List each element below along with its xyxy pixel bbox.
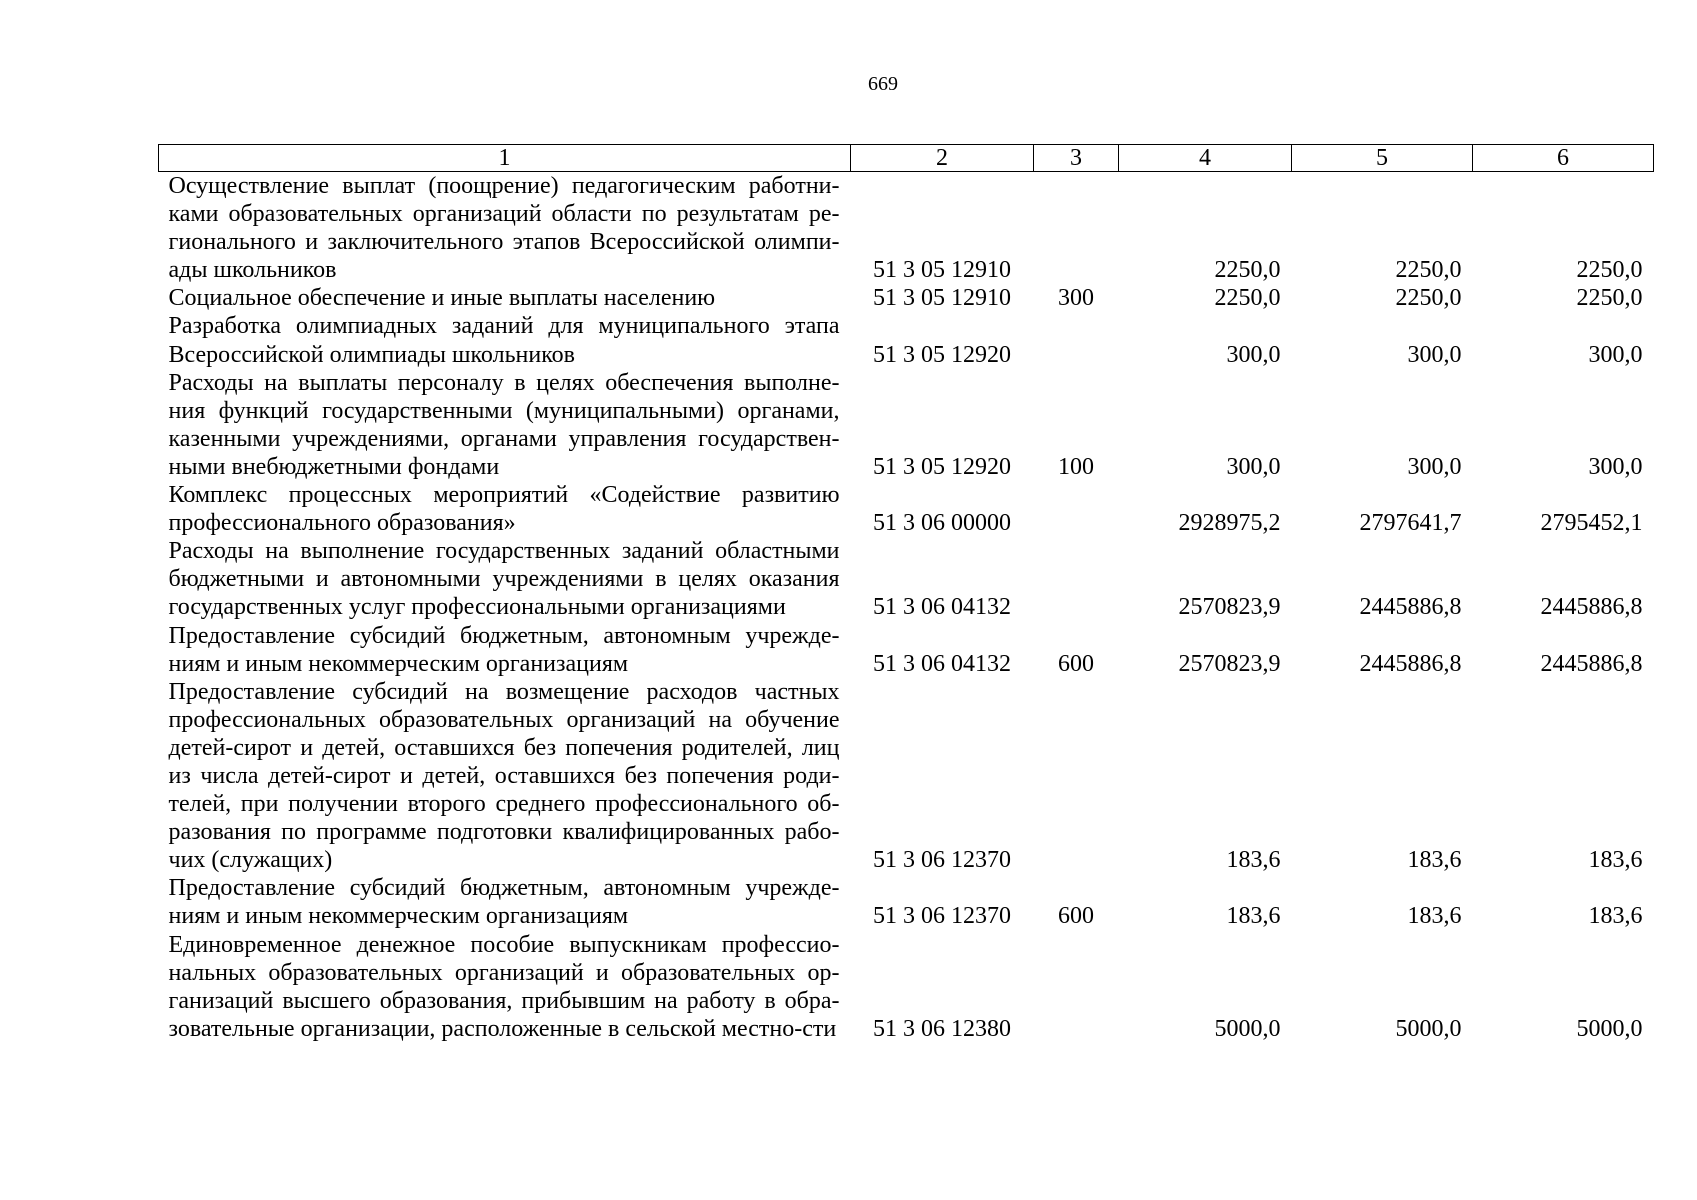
row-value-col6: 300,0 xyxy=(1588,453,1643,480)
header-col-5: 5 xyxy=(1292,145,1473,172)
row-type: 600 xyxy=(1058,650,1094,677)
table-row xyxy=(159,874,1654,930)
row-value-col5: 300,0 xyxy=(1407,341,1462,368)
table-row xyxy=(159,622,1654,678)
row-code: 51 3 06 04132 xyxy=(873,594,1011,621)
row-value-col5: 2797641,7 xyxy=(1359,510,1462,537)
row-type xyxy=(1034,931,1119,1043)
row-value-col6: 2445886,8 xyxy=(1540,650,1643,677)
table-row xyxy=(159,312,1654,368)
row-value-col5: 5000,0 xyxy=(1395,1015,1462,1042)
row-value-col4: 300,0 xyxy=(1226,341,1281,368)
budget-table xyxy=(158,144,1654,1043)
header-row xyxy=(159,145,1654,172)
table-row xyxy=(159,931,1654,1043)
table-header xyxy=(159,145,1654,172)
row-code: 51 3 05 12920 xyxy=(873,341,1011,368)
header-col-1: 1 xyxy=(159,145,851,172)
header-col-2: 2 xyxy=(851,145,1034,172)
row-type xyxy=(1034,481,1119,537)
table-row xyxy=(159,537,1654,621)
row-value-col5: 2445886,8 xyxy=(1359,650,1462,677)
row-value-col4: 183,6 xyxy=(1226,847,1281,874)
row-name: Комплекс процессных мероприятий «Содействие развитию профессионального образования» xyxy=(168,482,840,537)
row-name: Предоставление субсидий бюджетным, автономным учрежде-ниям и иным некоммерческим организациям xyxy=(168,875,840,930)
row-code: 51 3 06 00000 xyxy=(873,510,1011,537)
row-type: 600 xyxy=(1058,903,1094,930)
row-value-col4: 5000,0 xyxy=(1214,1015,1281,1042)
row-name: Предоставление субсидий бюджетным, автономным учрежде-ниям и иным некоммерческим организациям xyxy=(168,622,840,677)
row-code: 51 3 06 12370 xyxy=(873,847,1011,874)
row-value-col4: 2250,0 xyxy=(1214,257,1281,284)
row-value-col6: 183,6 xyxy=(1588,903,1643,930)
row-name: Осуществление выплат (поощрение) педагогическим работни-ками образовательных организаций области по результатам ре-гионального и заключительного этапов Всероссийской олимпи-ады школьников xyxy=(168,173,840,284)
row-name: Расходы на выполнение государственных заданий областными бюджетными и автономными учреждениями в целях оказания государственных услуг профессиональными организациями xyxy=(168,538,840,621)
table-row xyxy=(159,369,1654,481)
row-type: 100 xyxy=(1058,453,1094,480)
table-row xyxy=(159,481,1654,537)
row-code: 51 3 06 12380 xyxy=(873,1015,1011,1042)
row-value-col5: 183,6 xyxy=(1407,903,1462,930)
row-type xyxy=(1034,678,1119,875)
row-value-col6: 2445886,8 xyxy=(1540,594,1643,621)
row-name: Единовременное денежное пособие выпускникам профессио-нальных образовательных организаций и образовательных ор-ганизаций высшего образования, прибывшим на работу в обра-зовательные организации, расположенные в сельской местно-сти xyxy=(168,931,840,1042)
row-value-col6: 2795452,1 xyxy=(1540,510,1643,537)
header-col-3: 3 xyxy=(1034,145,1119,172)
row-value-col5: 2250,0 xyxy=(1395,285,1462,312)
row-code: 51 3 06 04132 xyxy=(873,650,1011,677)
table-body xyxy=(159,172,1654,1043)
row-value-col4: 2250,0 xyxy=(1214,285,1281,312)
row-value-col6: 2250,0 xyxy=(1576,257,1643,284)
row-type xyxy=(1034,312,1119,368)
row-type: 300 xyxy=(1058,285,1094,312)
table-row xyxy=(159,284,1654,312)
row-value-col5: 2445886,8 xyxy=(1359,594,1462,621)
row-value-col4: 183,6 xyxy=(1226,903,1281,930)
row-value-col6: 183,6 xyxy=(1588,847,1643,874)
row-value-col4: 2570823,9 xyxy=(1178,650,1281,677)
header-col-4: 4 xyxy=(1119,145,1292,172)
row-type xyxy=(1034,172,1119,285)
page-number: 669 xyxy=(868,73,898,95)
header-col-6: 6 xyxy=(1473,145,1654,172)
row-value-col4: 300,0 xyxy=(1226,453,1281,480)
row-name: Разработка олимпиадных заданий для муниципального этапа Всероссийской олимпиады школьников xyxy=(168,313,840,368)
table-row xyxy=(159,172,1654,285)
row-value-col6: 2250,0 xyxy=(1576,285,1643,312)
row-value-col5: 183,6 xyxy=(1407,847,1462,874)
row-code: 51 3 05 12910 xyxy=(873,285,1011,312)
row-name: Предоставление субсидий на возмещение расходов частных профессиональных образовательных организаций на обучение детей-сирот и детей, оставшихся без попечения родителей, лиц из числа детей-сирот и детей, оставшихся без попечения роди-телей, при получении второго среднего профессионального об-разования по программе подготовки квалифицированных рабо-чих (служащих) xyxy=(168,678,840,874)
table-row xyxy=(159,678,1654,875)
row-value-col4: 2928975,2 xyxy=(1178,510,1281,537)
row-code: 51 3 05 12910 xyxy=(873,257,1011,284)
row-code: 51 3 06 12370 xyxy=(873,903,1011,930)
row-name: Социальное обеспечение и иные выплаты населению xyxy=(168,285,716,312)
row-value-col5: 300,0 xyxy=(1407,453,1462,480)
row-value-col6: 300,0 xyxy=(1588,341,1643,368)
row-value-col6: 5000,0 xyxy=(1576,1015,1643,1042)
row-type xyxy=(1034,537,1119,621)
row-value-col4: 2570823,9 xyxy=(1178,594,1281,621)
row-code: 51 3 05 12920 xyxy=(873,453,1011,480)
row-value-col5: 2250,0 xyxy=(1395,257,1462,284)
row-name: Расходы на выплаты персоналу в целях обеспечения выполне-ния функций государственными (муниципальными) органами, казенными учреждениями, органами управления государствен-ными внебюджетными фондами xyxy=(168,369,840,480)
